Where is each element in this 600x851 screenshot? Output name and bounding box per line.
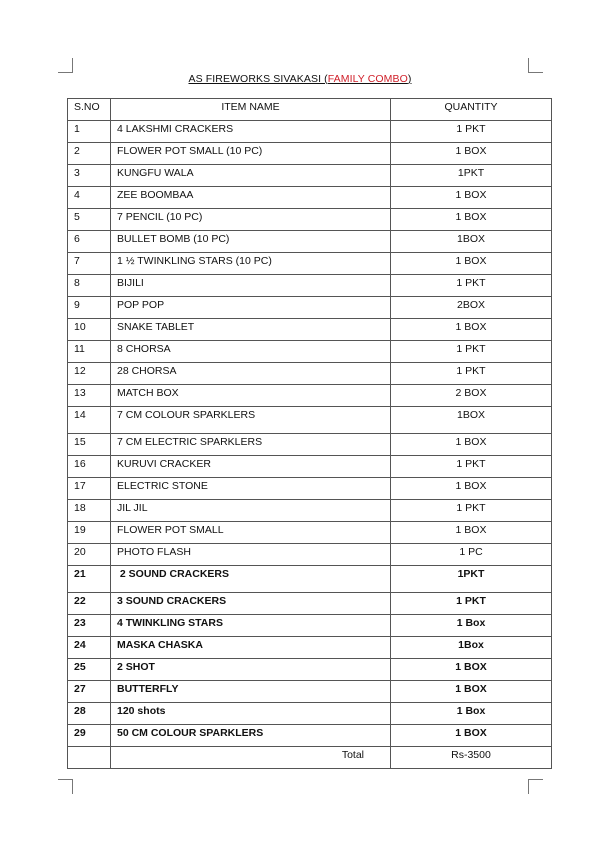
header-item-name: ITEM NAME [111, 99, 391, 121]
cell-quantity: 1 BOX [391, 187, 552, 209]
cell-sno: 2 [68, 143, 111, 165]
cell-sno: 14 [68, 407, 111, 434]
cell-quantity: 1 PKT [391, 363, 552, 385]
cell-item-name: 1 ½ TWINKLING STARS (10 PC) [111, 253, 391, 275]
cell-sno: 15 [68, 434, 111, 456]
cell-item-name: JIL JIL [111, 500, 391, 522]
cell-sno: 25 [68, 659, 111, 681]
cell-quantity: 1BOX [391, 231, 552, 253]
table-header-row [68, 99, 552, 121]
table-row [68, 544, 552, 566]
title-suffix: ) [407, 73, 412, 85]
header-quantity: QUANTITY [391, 99, 552, 121]
cell-sno: 11 [68, 341, 111, 363]
table-row [68, 593, 552, 615]
table-row [68, 187, 552, 209]
table-row [68, 456, 552, 478]
cell-item-name: BUTTERFLY [111, 681, 391, 703]
table-row [68, 253, 552, 275]
cell-quantity: 1PKT [391, 566, 552, 593]
cell-sno: 1 [68, 121, 111, 143]
table-row [68, 522, 552, 544]
cell-item-name: 7 CM ELECTRIC SPARKLERS [111, 434, 391, 456]
cell-sno: 10 [68, 319, 111, 341]
cell-item-name: 7 CM COLOUR SPARKLERS [111, 407, 391, 434]
table-row [68, 703, 552, 725]
cell-quantity: 1Box [391, 637, 552, 659]
document-title [0, 73, 600, 85]
corner-mark-top-right [528, 58, 543, 73]
table-row [68, 341, 552, 363]
cell-sno: 5 [68, 209, 111, 231]
cell-item-name: 28 CHORSA [111, 363, 391, 385]
cell-quantity: 2 BOX [391, 385, 552, 407]
cell-sno: 18 [68, 500, 111, 522]
cell-quantity: 1 PKT [391, 341, 552, 363]
cell-quantity: 1 BOX [391, 522, 552, 544]
cell-quantity: 1 PKT [391, 593, 552, 615]
table-row [68, 297, 552, 319]
cell-item-name: FLOWER POT SMALL (10 PC) [111, 143, 391, 165]
table-row [68, 681, 552, 703]
cell-quantity: 1 PC [391, 544, 552, 566]
cell-sno: 19 [68, 522, 111, 544]
cell-item-name: POP POP [111, 297, 391, 319]
cell-item-name: ZEE BOOMBAA [111, 187, 391, 209]
cell-item-name: 3 SOUND CRACKERS [111, 593, 391, 615]
table-row [68, 121, 552, 143]
cell-sno: 7 [68, 253, 111, 275]
cell-item-name: MATCH BOX [111, 385, 391, 407]
cell-quantity: 1 BOX [391, 434, 552, 456]
table-row [68, 478, 552, 500]
cell-quantity: 1 BOX [391, 143, 552, 165]
cell-item-name: 4 LAKSHMI CRACKERS [111, 121, 391, 143]
cell-sno: 21 [68, 566, 111, 593]
header-sno: S.NO [68, 99, 111, 121]
cell-quantity: 1 Box [391, 703, 552, 725]
table-row [68, 319, 552, 341]
table-row [68, 659, 552, 681]
cell-sno: 28 [68, 703, 111, 725]
cell-item-name: BULLET BOMB (10 PC) [111, 231, 391, 253]
table-row [68, 275, 552, 297]
table-row [68, 566, 552, 593]
cell-quantity: 1 PKT [391, 456, 552, 478]
title-highlight: FAMILY COMBO [327, 73, 408, 85]
cell-item-name: FLOWER POT SMALL [111, 522, 391, 544]
cell-sno: 12 [68, 363, 111, 385]
total-label: Total [111, 747, 391, 769]
total-value: Rs-3500 [391, 747, 552, 769]
table-row [68, 434, 552, 456]
cell-item-name: 50 CM COLOUR SPARKLERS [111, 725, 391, 747]
cell-item-name: BIJILI [111, 275, 391, 297]
cell-item-name: MASKA CHASKA [111, 637, 391, 659]
items-table [67, 98, 552, 769]
table-row [68, 500, 552, 522]
corner-mark-bottom-right [528, 779, 543, 794]
cell-item-name: PHOTO FLASH [111, 544, 391, 566]
cell-item-name: 8 CHORSA [111, 341, 391, 363]
cell-quantity: 1 BOX [391, 209, 552, 231]
table-row [68, 637, 552, 659]
cell-quantity: 1 BOX [391, 319, 552, 341]
cell-sno: 20 [68, 544, 111, 566]
cell-quantity: 1 BOX [391, 478, 552, 500]
cell-sno: 23 [68, 615, 111, 637]
cell-sno: 6 [68, 231, 111, 253]
cell-sno: 24 [68, 637, 111, 659]
cell-item-name: 2 SOUND CRACKERS [111, 566, 391, 593]
cell-quantity: 1 BOX [391, 253, 552, 275]
table-row [68, 209, 552, 231]
table-row [68, 407, 552, 434]
cell-item-name: ELECTRIC STONE [111, 478, 391, 500]
cell-sno: 29 [68, 725, 111, 747]
cell-quantity: 1PKT [391, 165, 552, 187]
cell-quantity: 1BOX [391, 407, 552, 434]
cell-quantity: 1 Box [391, 615, 552, 637]
table-row [68, 143, 552, 165]
total-empty-cell [68, 747, 111, 769]
cell-sno: 16 [68, 456, 111, 478]
cell-item-name: 7 PENCIL (10 PC) [111, 209, 391, 231]
table-row [68, 385, 552, 407]
cell-quantity: 2BOX [391, 297, 552, 319]
cell-quantity: 1 PKT [391, 121, 552, 143]
total-row [68, 747, 552, 769]
cell-quantity: 1 BOX [391, 725, 552, 747]
cell-sno: 22 [68, 593, 111, 615]
table-row [68, 231, 552, 253]
cell-quantity: 1 BOX [391, 659, 552, 681]
table-row [68, 725, 552, 747]
corner-mark-bottom-left [58, 779, 73, 794]
cell-quantity: 1 PKT [391, 275, 552, 297]
cell-sno: 17 [68, 478, 111, 500]
table-row [68, 615, 552, 637]
cell-quantity: 1 PKT [391, 500, 552, 522]
table-row [68, 165, 552, 187]
cell-sno: 8 [68, 275, 111, 297]
cell-sno: 13 [68, 385, 111, 407]
cell-item-name: 2 SHOT [111, 659, 391, 681]
cell-item-name: SNAKE TABLET [111, 319, 391, 341]
table-row [68, 363, 552, 385]
cell-sno: 3 [68, 165, 111, 187]
cell-sno: 27 [68, 681, 111, 703]
cell-sno: 4 [68, 187, 111, 209]
corner-mark-top-left [58, 58, 73, 73]
cell-item-name: KURUVI CRACKER [111, 456, 391, 478]
cell-quantity: 1 BOX [391, 681, 552, 703]
cell-item-name: 4 TWINKLING STARS [111, 615, 391, 637]
cell-item-name: KUNGFU WALA [111, 165, 391, 187]
cell-sno: 9 [68, 297, 111, 319]
cell-item-name: 120 shots [111, 703, 391, 725]
title-prefix: AS FIREWORKS SIVAKASI ( [188, 73, 328, 85]
